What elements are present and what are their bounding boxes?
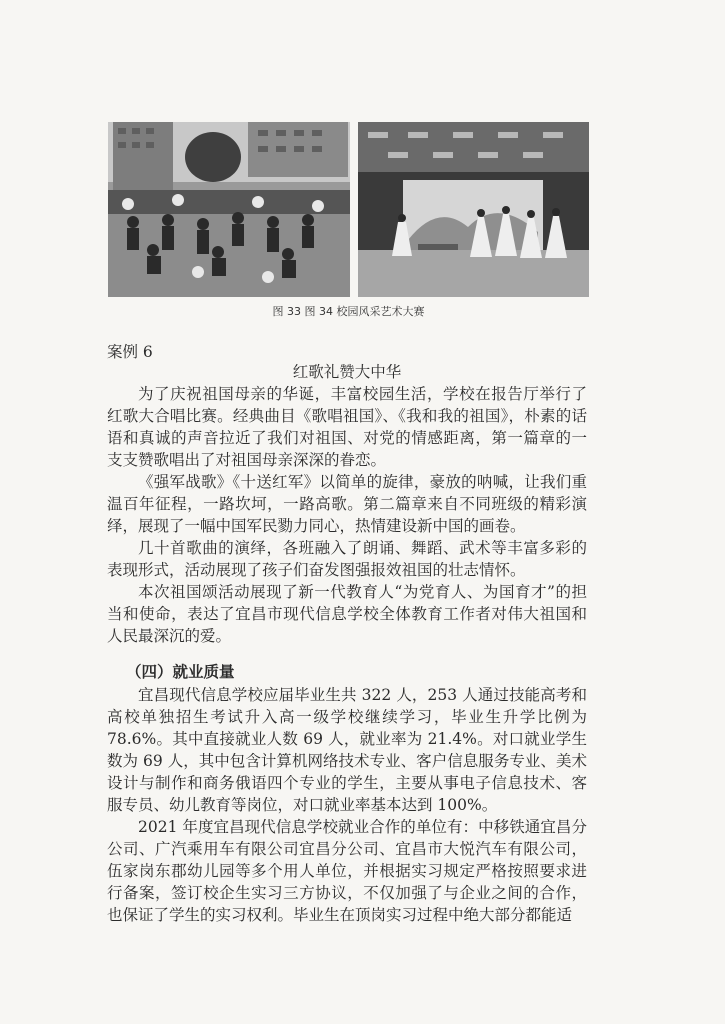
photo-cheerleading <box>108 122 350 297</box>
photo-stage-performance <box>358 122 589 297</box>
section-heading: （四）就业质量 <box>126 663 235 681</box>
case-body <box>107 383 587 647</box>
case-paragraph: 《强军战歌》《十送红军》以简单的旋律，豪放的呐喊，让我们重温百年征程，一路坎坷，一路高歌。第二篇章来自不同班级的精彩演绎，展现了一幅中国军民勠力同心，热情建设新中国的画卷。 <box>107 473 587 535</box>
case-paragraph: 为了庆祝祖国母亲的华诞，丰富校园生活，学校在报告厅举行了红歌大合唱比赛。经典曲目《歌唱祖国》、《我和我的祖国》，朴素的话语和真诚的声音拉近了我们对祖国、对党的情感距离，第一篇章的一支支赞歌唱出了对祖国母亲深深的眷恋。 <box>107 385 587 469</box>
case-paragraph: 几十首歌曲的演绎，各班融入了朗诵、舞蹈、武术等丰富多彩的表现形式，活动展现了孩子们奋发图强报效祖国的壮志情怀。 <box>107 539 587 579</box>
case-title: 红歌礼赞大中华 <box>292 363 402 381</box>
section-body <box>107 684 587 926</box>
figure-caption: 图 33 图 34 校园风采艺术大赛 <box>272 305 425 318</box>
case-paragraph: 本次祖国颂活动展现了新一代教育人“为党育人、为国育才”的担当和使命，表达了宜昌市现代信息学校全体教育工作者对伟大祖国和人民最深沉的爱。 <box>107 583 587 645</box>
section-paragraph: 2021 年度宜昌现代信息学校就业合作的单位有：中移铁通宜昌分公司、广汽乘用车有限公司宜昌分公司、宜昌市大悦汽车有限公司，伍家岗东郡幼儿园等多个用人单位，并根据实习规定严格按照要求进行备案，签订校企生实习三方协议，不仅加强了与企业之间的合作，也保证了学生的实习权利。毕业生在顶岗实习过程中绝大部分都能适 <box>107 818 587 924</box>
section-paragraph: 宜昌现代信息学校应届毕业生共 322 人，253 人通过技能高考和高校单独招生考试升入高一级学校继续学习，毕业生升学比例为 78.6%。其中直接就业人数 69 人，就业率为 21.4%。对口就业学生数为 69 人，其中包含计算机网络技术专业、客户信息服务专业、美术设计与制作和商务俄语四个专业的学生，主要从事电子信息技术、客服专员、幼儿教育等岗位，对口就业率基本达到 100%。 <box>107 686 587 814</box>
case-label: 案例 6 <box>107 343 153 361</box>
